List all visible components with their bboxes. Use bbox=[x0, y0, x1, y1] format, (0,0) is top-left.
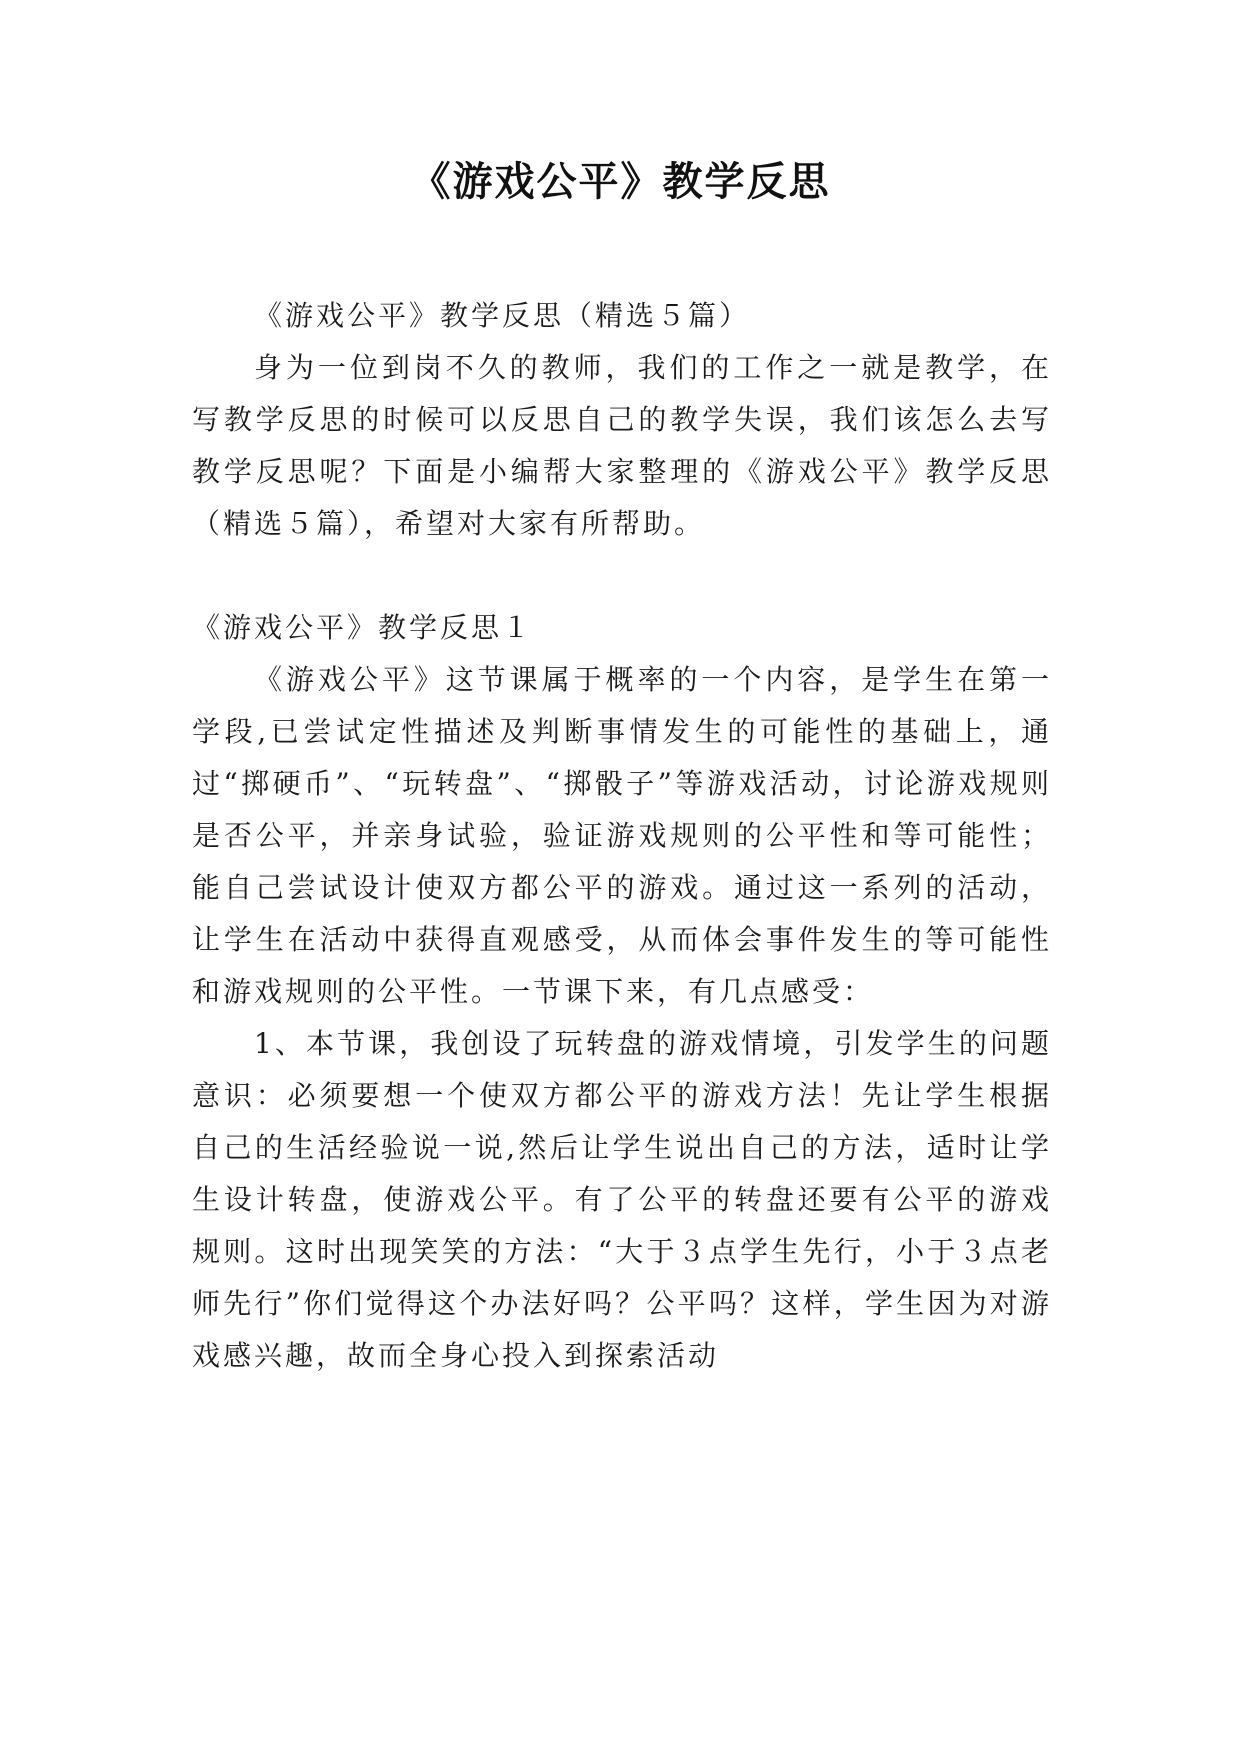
document-title: 《游戏公平》教学反思 bbox=[410, 159, 831, 205]
document-body bbox=[192, 290, 1052, 1382]
section-paragraph: 1、本节课，我创设了玩转盘的游戏情境，引发学生的问题意识：必须要想一个使双方都公平的游戏方法！先让学生根据自己的生活经验说一说,然后让学生说出自己的方法，适时让学生设计转盘，使游戏公平。有了公平的转盘还要有公平的游戏规则。这时出现笑笑的方法：“大于３点学生先行，小于３点老师先行”你们觉得这个办法好吗？公平吗？这样，学生因为对游戏感兴趣，故而全身心投入到探索活动 bbox=[192, 1027, 1052, 1372]
intro-paragraph: 身为一位到岗不久的教师，我们的工作之一就是教学，在写教学反思的时候可以反思自己的教学失误，我们该怎么去写教学反思呢？下面是小编帮大家整理的《游戏公平》教学反思（精选５篇），希望对大家有所帮助。 bbox=[192, 351, 1052, 540]
document-subtitle: 《游戏公平》教学反思（精选５篇） bbox=[254, 299, 751, 332]
section-paragraph: 《游戏公平》这节课属于概率的一个内容，是学生在第一学段,已尝试定性描述及判断事情发生的可能性的基础上，通过“掷硬币”、“玩转盘”、“掷骰子”等游戏活动，讨论游戏规则是否公平，并亲身试验，验证游戏规则的公平性和等可能性；能自己尝试设计使双方都公平的游戏。通过这一系列的活动，让学生在活动中获得直观感受，从而体会事件发生的等可能性和游戏规则的公平性。一节课下来，有几点感受： bbox=[192, 663, 1052, 1008]
section-heading: 《游戏公平》教学反思１ bbox=[192, 611, 534, 644]
